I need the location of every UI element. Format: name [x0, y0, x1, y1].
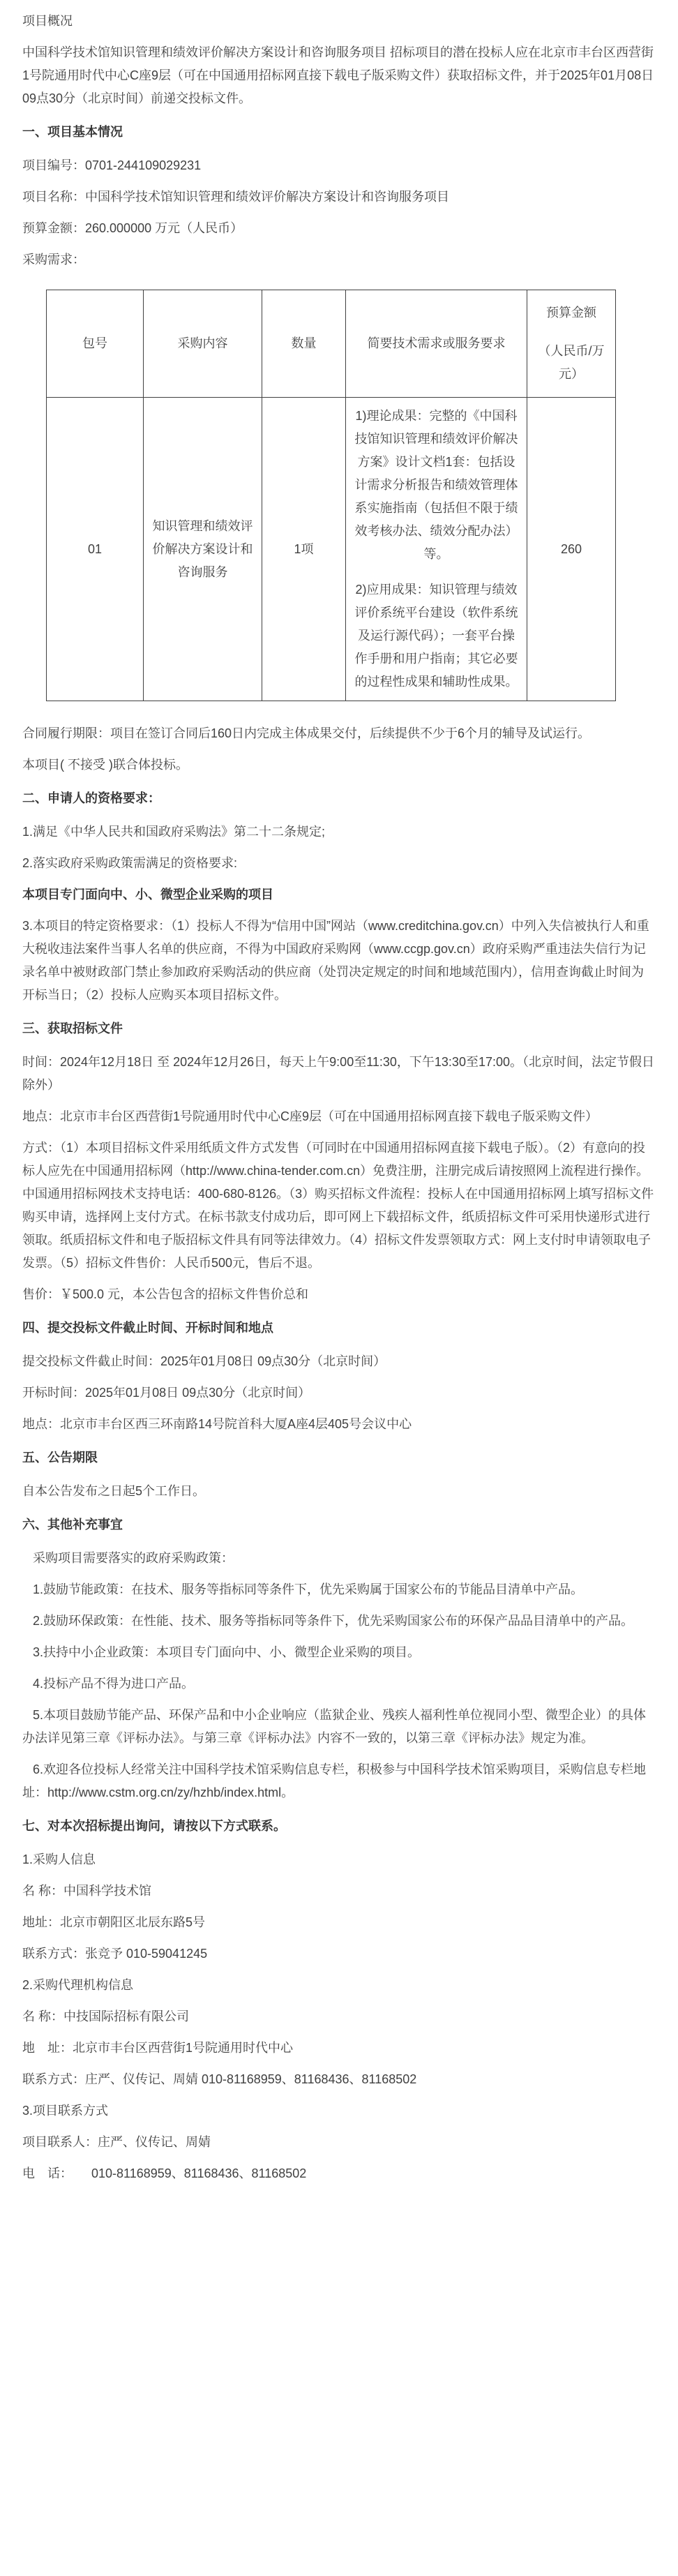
- col-header-package-no: 包号: [47, 290, 144, 398]
- qualification-item-3: 3.本项目的特定资格要求：（1）投标人不得为“信用中国”网站（www.creditchina.gov.cn）中列入失信被执行人和重大税收违法案件当事人名单的供应商，不得为中国政府采购网（www.ccgp.gov.cn）政府采购严重违法失信行为记录名单中被财政部门禁止参加政府采购活动的供应商（处罚决定规定的时间和地域范围内），信用查询截止时间为开标当日；（2）投标人应购买本项目招标文件。: [22, 919, 649, 1002]
- policy-item-4: 4.投标产品不得为进口产品。: [33, 1677, 195, 1691]
- col-header-requirement: 简要技术需求或服务要求: [346, 290, 527, 398]
- project-contact-phone: 电 话： 010-81168959、81168436、81168502: [22, 2166, 307, 2180]
- qualification-item-2: 2.落实政府采购政策需满足的资格要求:: [22, 856, 238, 870]
- section-five-heading: 五、公告期限: [22, 1451, 98, 1465]
- project-number: 项目编号：0701-244109029231: [22, 158, 202, 172]
- section-three-heading: 三、获取招标文件: [22, 1021, 123, 1035]
- policy-intro: 采购项目需要落实的政府采购政策：: [33, 1551, 234, 1565]
- cell-package-no: 01: [47, 398, 144, 701]
- col-header-content: 采购内容: [144, 290, 262, 398]
- purchaser-address: 地址：北京市朝阳区北辰东路5号: [22, 1915, 206, 1929]
- qualification-item-1: 1.满足《中华人民共和国政府采购法》第二十二条规定;: [22, 825, 326, 839]
- obtain-time: 时间：2024年12月18日 至 2024年12月26日，每天上午9:00至11:30，下午13:30至17:00。（北京时间，法定节假日除外）: [22, 1055, 654, 1092]
- overview-body: 中国科学技术馆知识管理和绩效评价解决方案设计和咨询服务项目 招标项目的潜在投标人应在北京市丰台区西营街1号院通用时代中心C座9层（可在中国通用招标网直接下载电子版采购文件）获取招标文件，并于2025年01月08日 09点30分（北京时间）前递交投标文件。: [22, 45, 658, 105]
- cell-requirement: [346, 398, 527, 701]
- cell-quantity: 1项: [262, 398, 346, 701]
- project-contact-title: 3.项目联系方式: [22, 2104, 109, 2118]
- cell-content: 知识管理和绩效评价解决方案设计和咨询服务: [144, 398, 262, 701]
- section-seven-heading: 七、对本次招标提出询问，请按以下方式联系。: [22, 1819, 286, 1833]
- bid-opening-time: 开标时间：2025年01月08日 09点30分（北京时间）: [22, 1386, 311, 1400]
- document-price: 售价：￥500.0 元，本公告包含的招标文件售价总和: [22, 1287, 309, 1301]
- overview-label: 项目概况: [22, 14, 73, 28]
- purchaser-info-title: 1.采购人信息: [22, 1852, 96, 1866]
- budget-amount: 预算金额：260.000000 万元（人民币）: [22, 221, 243, 235]
- table-header-row: [47, 290, 616, 398]
- table-row: [47, 398, 616, 701]
- policy-item-6: 6.欢迎各位投标人经常关注中国科学技术馆采购信息专栏，积极参与中国科学技术馆采购项目，采购信息专栏地址：http://www.cstm.org.cn/zy/hzhb/index.html。: [22, 1762, 647, 1799]
- agency-info-title: 2.采购代理机构信息: [22, 1978, 134, 1992]
- obtain-place: 地点：北京市丰台区西营街1号院通用时代中心C座9层（可在中国通用招标网直接下载电子版采购文件）: [22, 1109, 598, 1123]
- submit-deadline: 提交投标文件截止时间：2025年01月08日 09点30分（北京时间）: [22, 1354, 386, 1368]
- agency-name: 名 称：中技国际招标有限公司: [22, 2009, 189, 2023]
- agency-contact: 联系方式：庄严、仪传记、周婧 010-81168959、81168436、81168502: [22, 2072, 417, 2086]
- section-two-heading: 二、申请人的资格要求：: [22, 791, 160, 805]
- purchaser-name: 名 称：中国科学技术馆: [22, 1884, 151, 1898]
- policy-item-5: 5.本项目鼓励节能产品、环保产品和中小企业响应（监狱企业、残疾人福利性单位视同小型、微型企业）的具体办法详见第三章《评标办法》。与第三章《评标办法》内容不一致的，以第三章《评标办法》规定为准。: [22, 1708, 647, 1745]
- col-header-budget-line1: 预算金额: [546, 306, 596, 320]
- bid-opening-place: 地点：北京市丰台区西三环南路14号院首科大厦A座4层405号会议中心: [22, 1417, 412, 1431]
- requirement-paragraph-2: 2)应用成果：知识管理与绩效评价系统平台建设（软件系统及运行源代码）；一套平台操作手册和用户指南；其它必要的过程性成果和辅助性成果。: [354, 583, 518, 689]
- policy-item-1: 1.鼓励节能政策：在技术、服务等指标同等条件下，优先采购属于国家公布的节能品目清单中产品。: [33, 1582, 584, 1596]
- sme-only-note: 本项目专门面向中、小、微型企业采购的项目: [22, 888, 273, 901]
- cell-budget: 260: [527, 398, 616, 701]
- section-four-heading: 四、提交投标文件截止时间、开标时间和地点: [22, 1321, 273, 1335]
- obtain-method: 方式：（1）本项目招标文件采用纸质文件方式发售（可同时在中国通用招标网直接下载电子版）。（2）有意向的投标人应先在中国通用招标网（http://www.china-tender.com.cn）免费注册，注册完成后请按照网上流程进行操作。中国通用招标网技术支持电话：400-680-8126。（3）购买招标文件流程：投标人在中国通用招标网上填写招标文件购买申请，选择网上支付方式。在标书款支付成功后，即可网上下载招标文件，纸质招标文件可采用快递形式进行领取。纸质招标文件和电子版招标文件具有同等法律效力。（4）招标文件发票领取方式：网上支付时申请领取电子发票。（5）招标文件售价：人民币500元，售后不退。: [22, 1141, 654, 1270]
- contract-term: 合同履行期限：项目在签订合同后160日内完成主体成果交付，后续提供不少于6个月的辅导及试运行。: [22, 726, 591, 740]
- consortium-note: 本项目( 不接受 )联合体投标。: [22, 758, 188, 772]
- col-header-budget: [527, 290, 616, 398]
- demand-label: 采购需求：: [22, 253, 85, 267]
- project-name: 项目名称：中国科学技术馆知识管理和绩效评价解决方案设计和咨询服务项目: [22, 190, 449, 204]
- agency-address: 地 址：北京市丰台区西营街1号院通用时代中心: [22, 2041, 294, 2055]
- requirement-paragraph-1: 1)理论成果：完整的《中国科技馆知识管理和绩效评价解决方案》设计文档1套：包括设计需求分析报告和绩效管理体系实施指南（包括但不限于绩效考核办法、绩效分配办法）等。: [354, 409, 518, 561]
- project-contact-person: 项目联系人：庄严、仪传记、周婧: [22, 2135, 211, 2149]
- policy-item-3: 3.扶持中小企业政策：本项目专门面向中、小、微型企业采购的项目。: [33, 1645, 421, 1659]
- col-header-budget-line2: （人民币/万元）: [538, 344, 605, 381]
- policy-item-2: 2.鼓励环保政策：在性能、技术、服务等指标同等条件下，优先采购国家公布的环保产品品目清单中的产品。: [33, 1614, 634, 1628]
- procurement-demand-table: [46, 290, 616, 701]
- announcement-period: 自本公告发布之日起5个工作日。: [22, 1484, 206, 1498]
- col-header-quantity: 数量: [262, 290, 346, 398]
- section-six-heading: 六、其他补充事宜: [22, 1518, 123, 1532]
- purchaser-contact: 联系方式：张竞予 010-59041245: [22, 1947, 208, 1961]
- section-one-heading: 一、项目基本情况: [22, 125, 123, 139]
